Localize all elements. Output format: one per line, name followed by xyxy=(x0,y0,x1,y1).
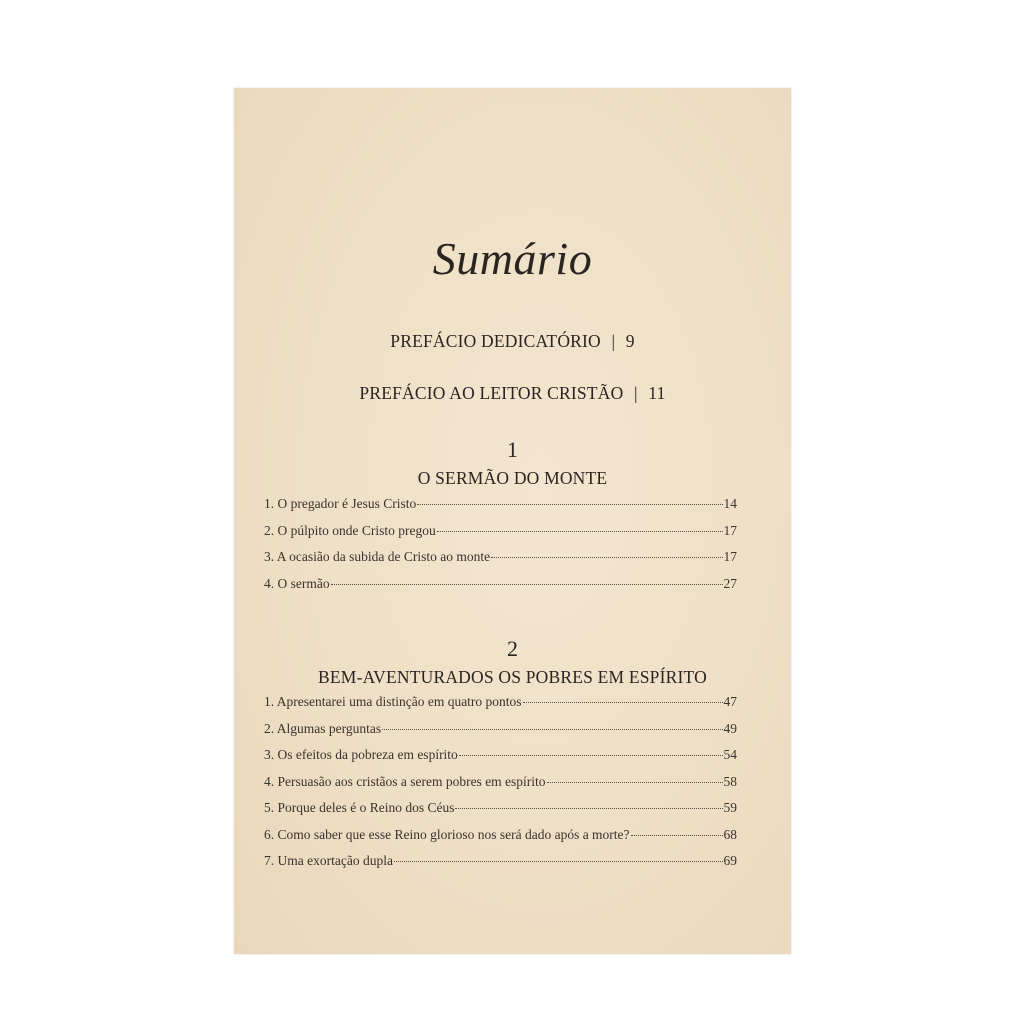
toc-entry xyxy=(264,496,737,523)
chapter-number: 2 xyxy=(507,636,518,661)
toc-entry-page: 54 xyxy=(723,747,737,762)
dot-leader xyxy=(455,808,722,809)
toc-entry-label: 3. Os efeitos da pobreza em espírito xyxy=(264,747,458,762)
preface-separator: | xyxy=(611,331,616,351)
toc-entry-page: 27 xyxy=(723,575,737,591)
preface-separator: | xyxy=(634,383,638,403)
preface-dedicatory xyxy=(234,333,791,351)
toc-entry xyxy=(264,800,737,827)
preface-page-number: 11 xyxy=(648,383,666,403)
toc-entry xyxy=(264,853,737,880)
page-title: Sumário xyxy=(432,233,593,284)
preface-label: PREFÁCIO AO LEITOR CRISTÃO xyxy=(359,383,624,403)
dot-leader xyxy=(523,702,723,703)
toc-entry-page: 59 xyxy=(723,800,737,815)
chapter-title: BEM-AVENTURADOS OS POBRES EM ESPÍRITO xyxy=(318,667,707,687)
toc-entry-label: 6. Como saber que esse Reino glorioso nos será dado após a morte? xyxy=(264,826,630,842)
toc-entry xyxy=(264,827,737,854)
toc-entry xyxy=(264,549,737,576)
dot-leader xyxy=(491,557,722,558)
book-page xyxy=(234,88,791,954)
toc-entry-page: 68 xyxy=(723,826,737,842)
toc-entry-page: 49 xyxy=(723,720,737,736)
toc-entry xyxy=(264,576,737,603)
toc-entry-page: 17 xyxy=(723,522,737,538)
chapter-2-entries xyxy=(264,694,737,880)
toc-entry-page: 14 xyxy=(723,496,737,511)
toc-entry-page: 58 xyxy=(723,773,737,789)
dot-leader xyxy=(459,755,723,756)
preface-label: PREFÁCIO DEDICATÓRIO xyxy=(390,331,601,351)
toc-entry-label: 2. O púlpito onde Cristo pregou xyxy=(264,522,436,538)
toc-entry xyxy=(264,774,737,801)
toc-entry-label: 5. Porque deles é o Reino dos Céus xyxy=(264,800,455,815)
toc-entry-label: 3. A ocasião da subida de Cristo ao monte xyxy=(264,549,491,564)
dot-leader xyxy=(417,504,722,505)
dot-leader xyxy=(394,861,723,862)
preface-page-number: 9 xyxy=(625,331,635,351)
preface-reader xyxy=(234,385,791,403)
toc-entry xyxy=(264,694,737,721)
toc-entry-page: 47 xyxy=(723,694,737,709)
toc-entry-label: 4. Persuasão aos cristãos a serem pobres em espírito xyxy=(264,773,546,789)
toc-entry xyxy=(264,721,737,748)
dot-leader xyxy=(631,835,723,836)
toc-entry-label: 1. O pregador é Jesus Cristo xyxy=(264,496,417,511)
dot-leader xyxy=(331,584,723,585)
toc-entry xyxy=(264,747,737,774)
dot-leader xyxy=(382,729,722,730)
toc-entry-page: 17 xyxy=(723,549,737,564)
toc-entry-label: 4. O sermão xyxy=(264,575,330,591)
chapter-1-entries xyxy=(264,496,737,602)
dot-leader xyxy=(547,782,723,783)
toc-entry-label: 2. Algumas perguntas xyxy=(264,720,382,736)
toc-entry-label: 1. Apresentarei uma distinção em quatro pontos xyxy=(264,694,522,709)
toc-entry xyxy=(264,523,737,550)
chapter-number: 1 xyxy=(507,437,518,462)
toc-entry-label: 7. Uma exortação dupla xyxy=(264,853,393,868)
toc-entry-page: 69 xyxy=(723,853,737,868)
dot-leader xyxy=(437,531,723,532)
chapter-title: O SERMÃO DO MONTE xyxy=(417,468,608,488)
